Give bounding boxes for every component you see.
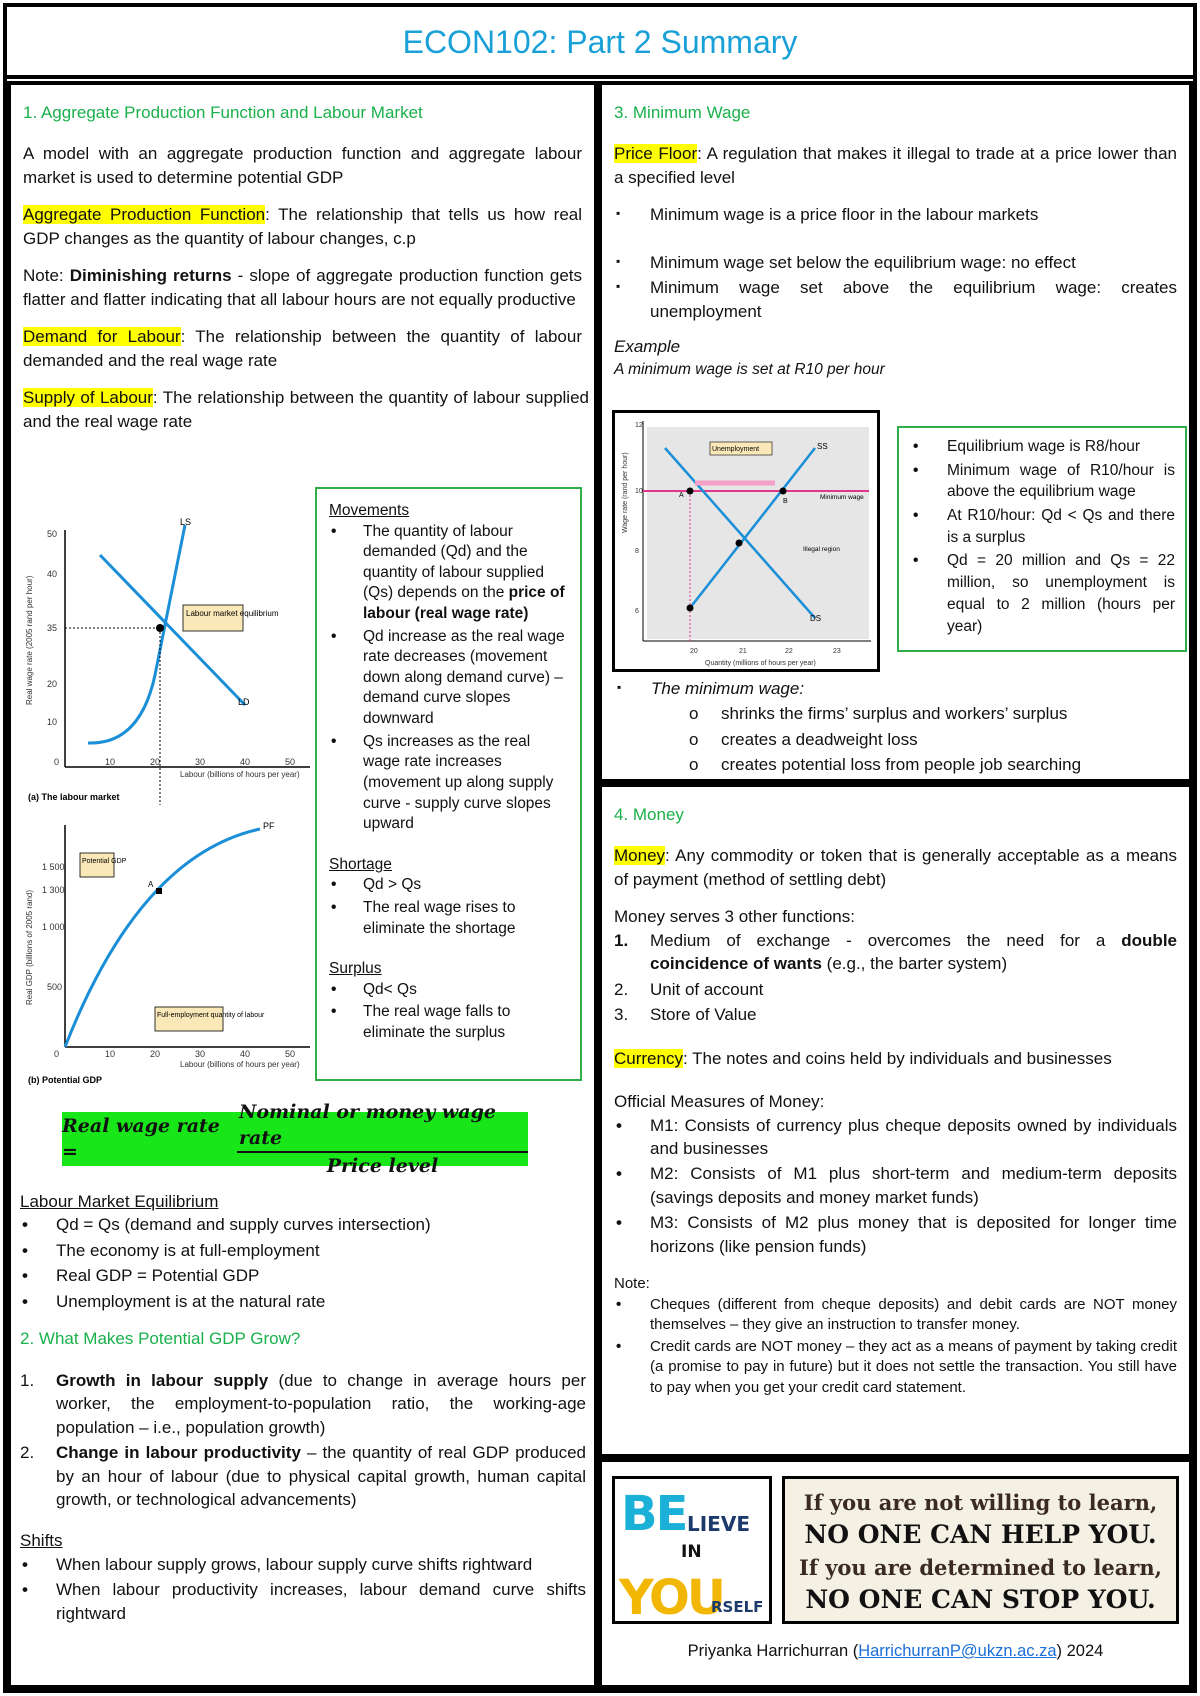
- measures-list: [614, 1114, 1177, 1259]
- list-item: • At R10/hour: Qd < Qs and there is a surplus: [911, 505, 1175, 548]
- shortage-heading: Shortage: [329, 855, 392, 873]
- list-item: • Equilibrium wage is R8/hour: [911, 436, 1175, 458]
- author-name: Priyanka Harrichurran (: [687, 1642, 859, 1660]
- example-label: Example: [614, 337, 681, 357]
- section-1-heading: 1. Aggregate Production Function and Labour Market: [23, 103, 423, 122]
- diminishing-returns-note: [23, 264, 582, 311]
- shifts-list: [20, 1553, 586, 1625]
- y-tick: 1 300: [42, 885, 65, 895]
- equilibrium-point: [736, 540, 743, 547]
- item-number: 1.: [20, 1370, 35, 1390]
- x-tick: 30: [195, 1049, 206, 1059]
- intro-text: A model with an aggregate production function and aggregate labour market is used to determine potential GDP: [23, 144, 582, 187]
- note-heading: Note:: [614, 1275, 650, 1293]
- x-axis-label: Labour (billions of hours per year): [180, 770, 300, 779]
- x-tick: 40: [240, 757, 251, 767]
- notes-list: [614, 1295, 1177, 1398]
- list-item: [614, 929, 1177, 976]
- supply-start-point: [687, 605, 694, 612]
- y-axis-label: Wage rate (rand per hour): [622, 452, 629, 533]
- item-text: Unit of account: [650, 979, 764, 999]
- price-floor-definition: [614, 142, 1177, 189]
- item-number: 2.: [614, 979, 629, 999]
- ds-label: DS: [810, 614, 822, 623]
- supply-labour-definition: [23, 386, 589, 433]
- x-tick: 30: [195, 757, 206, 767]
- equilibrium-point: [156, 624, 164, 632]
- list-item: • When labour supply grows, labour supply curve shifts rightward: [20, 1553, 586, 1576]
- x-tick: 20: [690, 648, 698, 655]
- item-text: – the quantity of real GDP produced by an hour of labour (due to physical capital growth, human capital growth, or technological advancements): [56, 1443, 586, 1509]
- list-item: o shrinks the firms’ surplus and workers’ surplus: [615, 702, 1185, 725]
- apf-def-text: : The relationship that tells us how real GDP changes as the quantity of labour changes, c.p: [23, 205, 583, 248]
- item-text: Store of Value: [650, 1005, 757, 1025]
- logo-in: IN: [681, 1542, 702, 1562]
- ld-label: LD: [238, 697, 250, 707]
- y-tick: 1 000: [42, 922, 65, 932]
- pf-term: Price Floor: [614, 144, 698, 164]
- logo-be: BE: [621, 1486, 687, 1542]
- pf-def: : A regulation that makes it illegal to trade at a price lower than a specified level: [614, 144, 1178, 187]
- note-prefix: Note:: [23, 266, 70, 286]
- item-text: (e.g., the barter system): [821, 954, 1008, 974]
- item-number: 3.: [614, 1005, 629, 1025]
- apf-definition: [23, 203, 582, 250]
- section-2-heading: 2. What Makes Potential GDP Grow?: [20, 1329, 301, 1349]
- currency-def: : The notes and coins held by individuals and businesses: [682, 1048, 1112, 1068]
- item-number: 2.: [20, 1443, 35, 1463]
- functions-intro: Money serves 3 other functions:: [614, 907, 855, 927]
- y-tick: 20: [47, 679, 58, 689]
- surplus-list: [329, 980, 568, 1044]
- list-item: ▪ Minimum wage set below the equilibrium wage: no effect: [614, 251, 1177, 274]
- quote-line-1: If you are not willing to learn,: [803, 1490, 1158, 1515]
- potential-gdp-box: [80, 853, 114, 877]
- point-a: [687, 488, 694, 495]
- quote-line-4: NO ONE CAN STOP YOU.: [805, 1585, 1156, 1615]
- list-item: ▪ Minimum wage is a price floor in the labour markets: [614, 203, 1177, 226]
- ss-label: SS: [817, 442, 828, 451]
- min-wage-label: Minimum wage: [820, 494, 864, 501]
- list-item: • The economy is at full-employment: [20, 1239, 586, 1262]
- x-tick: 50: [285, 1049, 296, 1059]
- eq-list: [911, 436, 1175, 637]
- labour-market-chart: [20, 515, 320, 805]
- formula-lhs: Real wage rate =: [62, 1114, 220, 1163]
- apf-term: Aggregate Production Function: [23, 205, 266, 225]
- fe-annotation: Full-employment quantity of labour: [157, 1012, 265, 1019]
- section-3-heading: 3. Minimum Wage: [614, 103, 751, 122]
- potential-gdp-chart: [20, 815, 320, 1090]
- currency-term: Currency: [614, 1048, 683, 1068]
- functions-list: [614, 929, 1177, 1027]
- movements-list: [329, 522, 568, 835]
- chart-caption: (a) The labour market: [28, 792, 120, 802]
- y-tick: 8: [635, 548, 639, 555]
- potential-gdp-annotation: Potential GDP: [82, 858, 127, 865]
- y-tick: 35: [47, 623, 58, 633]
- sl-term: Supply of Labour: [23, 388, 153, 408]
- item-bold: double coincidence of wants: [650, 930, 1177, 974]
- y-tick: 40: [47, 569, 58, 579]
- list-item: • Credit cards are NOT money – they act as a means of payment by taking credit (a promise to pay in future) but it does not settle the transaction. You still have to pay when you get your credit card statement.: [614, 1337, 1177, 1398]
- formula-fraction: [237, 1099, 528, 1180]
- y-tick: 6: [635, 608, 639, 615]
- eq-annotation: Labour market equilibrium: [186, 609, 279, 618]
- list-item: • M1: Consists of currency plus cheque deposits owned by individuals and businesses: [614, 1114, 1177, 1161]
- example-line: A minimum wage is set at R10 per hour: [614, 360, 885, 378]
- left-lower-content: [20, 1190, 586, 1627]
- growth-list: [20, 1369, 586, 1512]
- logo-you: YOU: [619, 1570, 723, 1626]
- point-b-label: B: [783, 498, 788, 505]
- item-bold: Change in labour productivity: [56, 1443, 301, 1463]
- money-def: : Any commodity or token that is generally acceptable as a means of payment (method of settling debt): [614, 846, 1177, 889]
- currency-definition: [614, 1047, 1177, 1070]
- list-item: [20, 1441, 586, 1511]
- believe-logo: [612, 1476, 772, 1624]
- y-tick: 50: [47, 529, 58, 539]
- x-tick: 0: [54, 757, 60, 767]
- point-a-label: A: [679, 492, 684, 499]
- ls-label: LS: [180, 517, 192, 527]
- list-item: o creates a deadweight loss: [615, 728, 1185, 751]
- section-money: [598, 783, 1193, 1458]
- surplus-heading: Surplus: [329, 960, 382, 978]
- item-bold: Growth in labour supply: [56, 1370, 269, 1390]
- min-wage-effects: [615, 677, 1185, 779]
- list-item: • Unemployment is at the natural rate: [20, 1290, 586, 1313]
- list-item: • M2: Consists of M1 plus short-term and medium-term deposits (savings deposits and money market funds): [614, 1162, 1177, 1209]
- list-item: [20, 1369, 586, 1439]
- y-axis-label: Real wage rate (2005 rand per hour): [25, 575, 34, 705]
- logo-lieve: LIEVE: [687, 1512, 750, 1536]
- item-bold: price of labour (real wage rate): [363, 584, 565, 623]
- movements-box: [315, 487, 582, 1081]
- logo-rself: RSELF: [711, 1598, 764, 1616]
- real-wage-formula: [62, 1100, 528, 1178]
- y-tick: 10: [635, 488, 643, 495]
- motivation-quote: [782, 1476, 1179, 1624]
- list-item: [329, 522, 568, 625]
- lme-list: [20, 1213, 586, 1313]
- chart-caption: (b) Potential GDP: [28, 1075, 102, 1085]
- item-text: The quantity of labour demanded (Qd) and the quantity of labour supplied (Qs) depends on the: [363, 522, 544, 602]
- point-a-label: A: [148, 880, 154, 889]
- dl-term: Demand for Labour: [23, 327, 181, 347]
- list-item: ▪ The minimum wage:: [615, 677, 1185, 700]
- min-wage-chart-frame: [612, 410, 880, 672]
- item-text: Medium of exchange - overcomes the need for a: [650, 930, 1122, 950]
- min-wage-bullets: [614, 203, 1177, 323]
- point-b: [780, 488, 787, 495]
- author-year: ) 2024: [1056, 1642, 1104, 1660]
- note-bold: Diminishing returns: [69, 266, 232, 286]
- quote-line-2: NO ONE CAN HELP YOU.: [804, 1519, 1157, 1549]
- list-item: • Qd = Qs (demand and supply curves intersection): [20, 1213, 586, 1236]
- y-tick: 10: [47, 717, 58, 727]
- list-item: • Real GDP = Potential GDP: [20, 1264, 586, 1287]
- x-tick: 50: [285, 757, 296, 767]
- list-item: • Qd increase as the real wage rate decreases (movement down along demand curve) – demand curve slopes downward: [329, 627, 568, 730]
- x-tick: 20: [150, 757, 161, 767]
- unemployment-label: Unemployment: [712, 446, 760, 453]
- point-a: [156, 888, 162, 894]
- list-item: [614, 978, 1177, 1001]
- list-item: • Qd< Qs: [329, 980, 568, 1001]
- lme-heading: Labour Market Equilibrium: [20, 1192, 219, 1211]
- x-tick: 23: [833, 648, 841, 655]
- x-tick: 21: [739, 648, 747, 655]
- section-4-heading: 4. Money: [614, 805, 684, 824]
- dl-def: : The relationship between the quantity of labour demanded and the real wage rate: [23, 327, 582, 370]
- list-item: • The real wage falls to eliminate the surplus: [329, 1002, 568, 1043]
- min-wage-effects-list: [615, 702, 1185, 776]
- money-definition: [614, 844, 1177, 891]
- x-tick: 10: [105, 1049, 116, 1059]
- item-text: (due to change in average hours per worker, the employment-to-population ratio, the working-age population – i.e., population growth): [56, 1370, 586, 1437]
- list-item: • Minimum wage of R10/hour is above the equilibrium wage: [911, 460, 1175, 503]
- x-tick: 22: [785, 648, 793, 655]
- shifts-heading: Shifts: [20, 1531, 63, 1551]
- pf-label: PF: [263, 821, 275, 831]
- list-item: o creates potential loss from people job searching: [615, 753, 1185, 776]
- chart-bg: [647, 491, 869, 639]
- y-tick: 500: [47, 982, 63, 992]
- formula-denominator: Price level: [326, 1155, 439, 1178]
- equilibrium-info-box: [897, 426, 1187, 652]
- formula-numerator: Nominal or money wage rate: [237, 1099, 528, 1153]
- x-tick: 20: [150, 1049, 161, 1059]
- x-axis-label: Labour (billions of hours per year): [180, 1060, 300, 1069]
- author-credit: [602, 1640, 1189, 1663]
- y-tick: 12: [635, 422, 643, 429]
- x-axis-label: Quantity (millions of hours per year): [705, 660, 816, 667]
- list-item: • When labour productivity increases, labour demand curve shifts rightward: [20, 1578, 586, 1625]
- page-title: ECON102: Part 2 Summary: [7, 7, 1193, 79]
- x-tick: 40: [240, 1049, 251, 1059]
- measures-intro: Official Measures of Money:: [614, 1092, 825, 1112]
- list-item: • Qd = 20 million and Qs = 22 million, so unemployment is equal to 2 million (hours per year): [911, 550, 1175, 637]
- author-email-link[interactable]: HarrichurranP@ukzn.ac.za: [858, 1642, 1057, 1660]
- fe-box: [155, 1007, 223, 1031]
- item-number: 1.: [614, 930, 629, 950]
- list-item: • Qd > Qs: [329, 875, 568, 896]
- min-wage-chart: [615, 413, 877, 669]
- y-axis-label: Real GDP (billions of 2005 rand): [25, 889, 34, 1005]
- shortage-list: [329, 875, 568, 939]
- list-item: ▪ Minimum wage set above the equilibrium wage: creates unemployment: [614, 276, 1177, 323]
- list-item: • Qs increases as the real wage rate increases (movement up along supply curve - supply curve slopes upward: [329, 732, 568, 835]
- min-wage-heading-list: [615, 677, 1185, 700]
- x-tick: 0: [54, 1049, 60, 1059]
- list-item: [614, 1003, 1177, 1026]
- note-rest: - slope of aggregate production function gets flatter and flatter indicating that all labour hours are not equally productive: [23, 266, 583, 309]
- sl-def: : The relationship between the quantity of labour supplied and the real wage rate: [23, 388, 589, 431]
- x-tick: 10: [105, 757, 116, 767]
- list-item: • Cheques (different from cheque deposits) and debit cards are NOT money themselves – they give an instruction to transfer money.: [614, 1295, 1177, 1336]
- footer-panel: [598, 1458, 1193, 1689]
- movements-heading: Movements: [329, 502, 410, 519]
- list-item: • The real wage rises to eliminate the shortage: [329, 898, 568, 939]
- quote-line-3: If you are determined to learn,: [799, 1555, 1162, 1581]
- y-tick: 1 500: [42, 862, 65, 872]
- demand-labour-definition: [23, 325, 582, 372]
- illegal-label: Illegal region: [803, 546, 840, 553]
- list-item: • M3: Consists of M2 plus money that is deposited for longer time horizons (like pension funds): [614, 1211, 1177, 1258]
- money-term: Money: [614, 846, 666, 866]
